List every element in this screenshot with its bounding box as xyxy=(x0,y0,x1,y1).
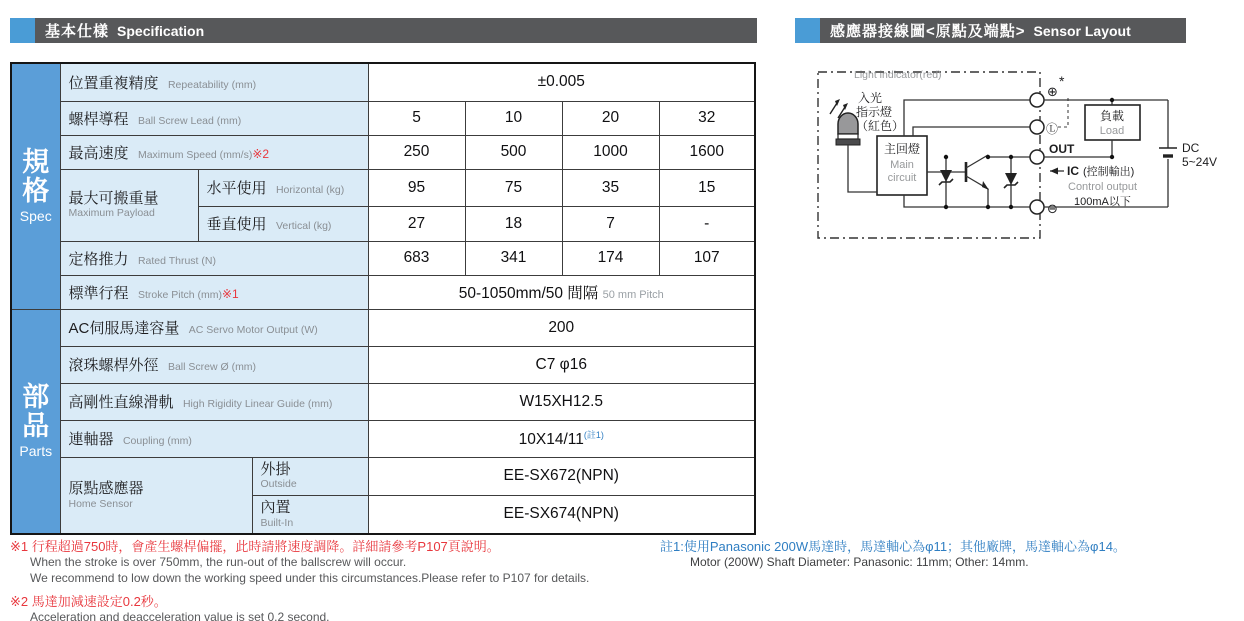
spec-header-en: Specification xyxy=(117,22,205,39)
label-en: Rated Thrust (N) xyxy=(137,254,216,267)
light-label-zh2: 指示燈 xyxy=(856,105,893,119)
label-en: Maximum Payload xyxy=(68,207,155,220)
value-repeatability: ±0.005 xyxy=(368,63,755,101)
value-horizontal-2: 75 xyxy=(465,169,562,206)
footnote-mark: ※1 xyxy=(221,286,239,301)
value-ball-screw-dia: C7 φ16 xyxy=(368,346,755,383)
table-row xyxy=(11,169,755,206)
value-horizontal-4: 15 xyxy=(659,169,755,206)
label-zh: 定格推力 xyxy=(68,250,129,268)
table-row xyxy=(11,275,755,309)
main-circuit-en2: circuit xyxy=(887,172,917,184)
label-home-sensor xyxy=(60,457,252,534)
label-zh: 內置 xyxy=(260,499,291,517)
value-speed-4: 1600 xyxy=(659,135,755,169)
value-thrust-1: 683 xyxy=(368,241,465,275)
control-output-en: Control output xyxy=(1068,181,1138,193)
terminal-circles xyxy=(1030,93,1044,214)
label-vertical xyxy=(198,206,368,241)
light-indicator-label: Light indicator(red) xyxy=(854,69,942,81)
battery-icon xyxy=(1159,148,1177,156)
label-zh: 連軸器 xyxy=(68,431,114,448)
value-stroke-pitch xyxy=(368,275,755,309)
value-horizontal-1: 95 xyxy=(368,169,465,206)
note-1-en: Motor (200W) Shaft Diameter: Panasonic: 11mm; Other: 14mm. xyxy=(690,555,1029,570)
sidebar-spec xyxy=(11,63,60,309)
stroke-value: 50-1050mm/50 間隔 xyxy=(458,285,599,302)
coupling-note: (註1) xyxy=(583,429,604,440)
load-label-en: Load xyxy=(1099,125,1125,137)
value-thrust-4: 107 xyxy=(659,241,755,275)
value-vertical-1: 27 xyxy=(368,206,465,241)
footnote-mark: ※2 xyxy=(252,146,270,161)
table-row xyxy=(11,309,755,346)
optional-dashed-wire xyxy=(1058,96,1068,127)
label-zh: 水平使用 xyxy=(206,180,267,197)
label-en: Ball Screw Lead (mm) xyxy=(137,114,242,127)
label-repeatability xyxy=(60,63,368,101)
value-lead-2: 10 xyxy=(465,101,562,135)
footnote-1-en-b: We recommend to low down the working speed under this circumstances.Please refer to P107 for details. xyxy=(30,570,590,585)
footnotes-left xyxy=(10,538,655,621)
coupling-value: 10X14/11 xyxy=(518,431,584,449)
label-en: Vertical (kg) xyxy=(275,220,332,232)
sensor-boundary-box xyxy=(818,72,1040,238)
table-row xyxy=(11,383,755,420)
table-row xyxy=(11,135,755,169)
accent-square-right xyxy=(795,18,820,43)
label-horizontal xyxy=(198,169,368,206)
label-en: Repeatability (mm) xyxy=(167,78,257,91)
table-row xyxy=(11,457,755,495)
value-thrust-2: 341 xyxy=(465,241,562,275)
section-header-specification xyxy=(35,18,757,43)
value-lead-1: 5 xyxy=(368,101,465,135)
label-linear-guide xyxy=(60,383,368,420)
value-coupling xyxy=(368,420,755,457)
label-coupling xyxy=(60,420,368,457)
label-max-speed xyxy=(60,135,368,169)
star-mark: * xyxy=(1059,73,1065,89)
label-zh: 高剛性直線滑軌 xyxy=(68,394,174,411)
label-en: Built-In xyxy=(260,516,294,529)
value-vertical-2: 18 xyxy=(465,206,562,241)
control-output-annotation xyxy=(1050,164,1137,208)
label-en: Stroke Pitch (mm) xyxy=(137,288,222,301)
minus-terminal-label: ⊖ xyxy=(1047,201,1058,216)
label-zh: 最大可搬重量 xyxy=(68,190,159,208)
footnotes-right xyxy=(660,538,1235,571)
table-row xyxy=(11,420,755,457)
sidebar-parts xyxy=(11,309,60,534)
accent-square-left xyxy=(10,18,35,43)
label-ball-screw-lead xyxy=(60,101,368,135)
value-servo-output: 200 xyxy=(368,309,755,346)
specification-table xyxy=(10,62,756,535)
spec-header-zh: 基本仕樣 xyxy=(45,23,110,40)
label-zh: 螺桿導程 xyxy=(68,110,129,128)
footnote-2-zh: ※2 馬達加減速設定0.2秒。 xyxy=(10,593,167,609)
value-speed-3: 1000 xyxy=(562,135,659,169)
value-vertical-3: 7 xyxy=(562,206,659,241)
label-en: Ball Screw Ø (mm) xyxy=(167,361,257,373)
label-max-payload xyxy=(60,169,198,241)
value-sensor-builtin: EE-SX674(NPN) xyxy=(368,495,755,534)
label-zh: AC伺服馬達容量 xyxy=(68,320,180,337)
table-row xyxy=(11,101,755,135)
label-en: AC Servo Motor Output (W) xyxy=(188,324,318,336)
label-rated-thrust xyxy=(60,241,368,275)
load-label-zh: 負載 xyxy=(1099,109,1125,123)
ic-label-zh: (控制輸出) xyxy=(1083,166,1135,178)
label-sensor-outside xyxy=(252,457,368,495)
value-lead-4: 32 xyxy=(659,101,755,135)
label-zh: 標準行程 xyxy=(68,284,129,302)
footnote-1-en-a: When the stroke is over 750mm, the run-out of the ballscrew will occur. xyxy=(30,555,407,570)
plus-terminal-label: ⊕ xyxy=(1047,84,1058,99)
label-en: Outside xyxy=(260,478,297,491)
label-zh: 外掛 xyxy=(260,461,291,479)
label-en: High Rigidity Linear Guide (mm) xyxy=(182,398,333,410)
table-row xyxy=(11,346,755,383)
main-circuit-zh: 主回燈 xyxy=(883,142,921,156)
value-sensor-outside: EE-SX672(NPN) xyxy=(368,457,755,495)
main-circuit-en1: Main xyxy=(890,159,914,171)
value-linear-guide: W15XH12.5 xyxy=(368,383,755,420)
label-ball-screw-dia xyxy=(60,346,368,383)
l-terminal-label: Ⓛ xyxy=(1046,122,1059,136)
ic-label: IC xyxy=(1067,164,1079,178)
note-1-zh: 註1:使用Panasonic 200W馬達時，馬達軸心為φ11；其他廠牌，馬達軸心為φ14。 xyxy=(660,539,1126,554)
sidebar-parts-zh: 部品 xyxy=(22,382,50,442)
label-en: Home Sensor xyxy=(68,497,133,510)
label-zh: 位置重複精度 xyxy=(68,74,159,92)
sidebar-spec-en: Spec xyxy=(19,208,52,225)
footnote-1-zh: ※1 行程超過750時，會產生螺桿偏擺，此時請將速度調降。詳細請參考P107頁說明。 xyxy=(10,539,500,554)
value-horizontal-3: 35 xyxy=(562,169,659,206)
dc-voltage-label: 5~24V xyxy=(1182,155,1218,169)
dc-label: DC xyxy=(1182,141,1200,155)
sensor-header-zh: 感應器接線圖<原點及端點> xyxy=(830,23,1026,40)
light-label-zh3: （紅色） xyxy=(856,119,905,133)
label-zh: 原點感應器 xyxy=(68,480,144,498)
label-servo-output xyxy=(60,309,368,346)
sidebar-parts-en: Parts xyxy=(19,443,53,460)
light-label-zh1: 入光 xyxy=(858,91,883,105)
sensor-wiring-diagram xyxy=(806,58,1244,250)
table-row xyxy=(11,241,755,275)
label-en: Maximum Speed (mm/s) xyxy=(137,148,253,161)
value-vertical-4: - xyxy=(659,206,755,241)
out-label: OUT xyxy=(1049,142,1075,156)
stroke-value-sub: 50 mm Pitch xyxy=(602,289,664,301)
label-zh: 垂直使用 xyxy=(206,216,267,233)
value-lead-3: 20 xyxy=(562,101,659,135)
value-speed-2: 500 xyxy=(465,135,562,169)
label-sensor-builtin xyxy=(252,495,368,534)
label-stroke-pitch xyxy=(60,275,368,309)
sensor-header-en: Sensor Layout xyxy=(1033,22,1131,39)
current-limit-label: 100mA以下 xyxy=(1074,196,1131,208)
value-speed-1: 250 xyxy=(368,135,465,169)
sidebar-spec-zh: 規格 xyxy=(22,147,50,207)
label-zh: 最高速度 xyxy=(68,144,129,162)
label-en: Coupling (mm) xyxy=(122,435,192,447)
label-en: Horizontal (kg) xyxy=(275,184,345,196)
section-header-sensor-layout xyxy=(820,18,1186,43)
footnote-2-en: Acceleration and deacceleration value is set 0.2 second. xyxy=(30,609,330,621)
table-row xyxy=(11,63,755,101)
label-zh: 滾珠螺桿外徑 xyxy=(68,357,159,374)
value-thrust-3: 174 xyxy=(562,241,659,275)
